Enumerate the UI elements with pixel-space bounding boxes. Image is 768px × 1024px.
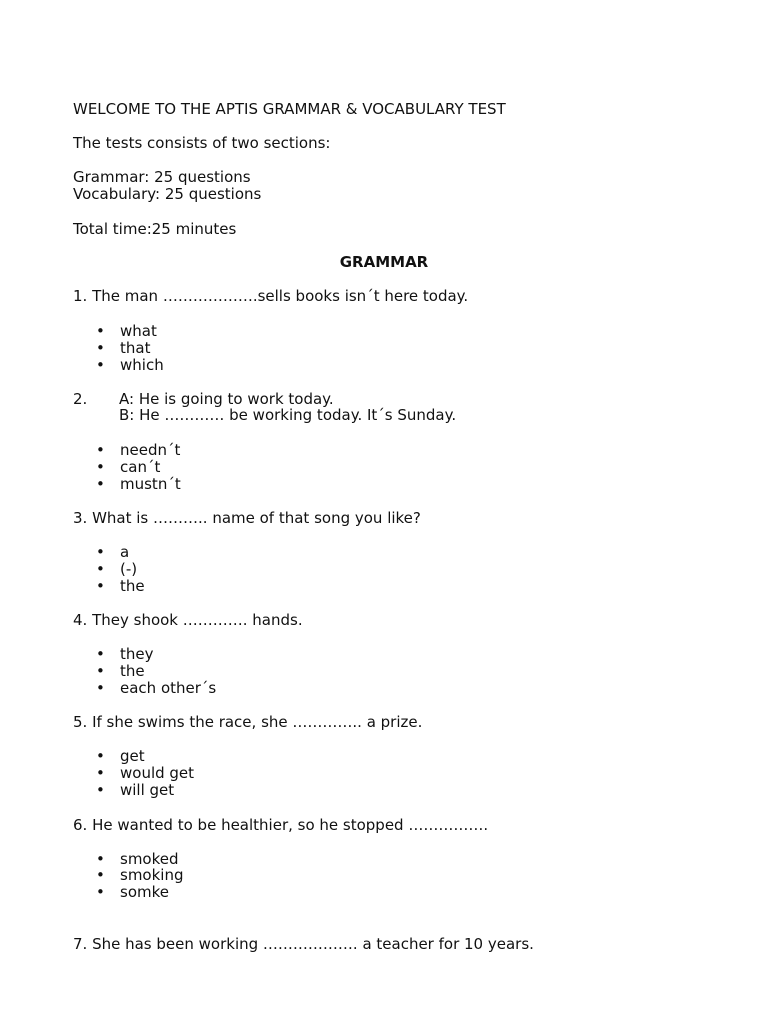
bullet-icon: •	[96, 560, 105, 578]
bullet-icon: •	[96, 747, 105, 765]
option-item: which	[120, 356, 164, 374]
grammar-count: Grammar: 25 questions	[73, 168, 251, 186]
question-7: 7. She has been working ………………. a teacher for 10 years.	[73, 935, 534, 953]
option-item: that	[120, 339, 151, 357]
question-4: 4. They shook …………. hands.	[73, 611, 303, 629]
option-item: each other´s	[120, 679, 217, 697]
option-item: get	[120, 747, 145, 765]
question-1: 1. The man ……………….sells books isn´t here today.	[73, 287, 469, 305]
question-2-line-b: B: He ………… be working today. It´s Sunday.	[119, 406, 457, 424]
bullet-icon: •	[96, 679, 105, 697]
bullet-icon: •	[96, 866, 105, 884]
bullet-icon: •	[96, 577, 105, 595]
option-item: a	[120, 543, 130, 561]
option-item: somke	[120, 883, 169, 901]
question-6: 6. He wanted to be healthier, so he stopped …………….	[73, 816, 489, 834]
option-item: the	[120, 577, 145, 595]
option-item: they	[120, 645, 154, 663]
vocabulary-count: Vocabulary: 25 questions	[73, 185, 262, 203]
bullet-icon: •	[96, 883, 105, 901]
question-2-line-a: A: He is going to work today.	[119, 390, 334, 408]
bullet-icon: •	[96, 356, 105, 374]
intro-text: The tests consists of two sections:	[73, 134, 331, 152]
option-item: would get	[120, 764, 195, 782]
question-3: 3. What is ……….. name of that song you like?	[73, 509, 421, 527]
question-5: 5. If she swims the race, she ………….. a prize.	[73, 713, 423, 731]
option-item: what	[120, 322, 157, 340]
bullet-icon: •	[96, 645, 105, 663]
test-title: WELCOME TO THE APTIS GRAMMAR & VOCABULARY TEST	[73, 100, 506, 118]
option-item: needn´t	[120, 441, 181, 459]
section-heading: GRAMMAR	[339, 253, 429, 271]
option-item: will get	[120, 781, 175, 799]
question-2-number: 2.	[73, 390, 88, 408]
bullet-icon: •	[96, 781, 105, 799]
bullet-icon: •	[96, 339, 105, 357]
bullet-icon: •	[96, 662, 105, 680]
bullet-icon: •	[96, 322, 105, 340]
total-time: Total time:25 minutes	[73, 220, 237, 238]
option-item: mustn´t	[120, 475, 181, 493]
bullet-icon: •	[96, 543, 105, 561]
option-item: the	[120, 662, 145, 680]
option-item: smoking	[120, 866, 184, 884]
bullet-icon: •	[96, 475, 105, 493]
option-item: can´t	[120, 458, 161, 476]
bullet-icon: •	[96, 441, 105, 459]
bullet-icon: •	[96, 850, 105, 868]
option-item: smoked	[120, 850, 179, 868]
bullet-icon: •	[96, 458, 105, 476]
option-item: (-)	[120, 560, 138, 578]
bullet-icon: •	[96, 764, 105, 782]
